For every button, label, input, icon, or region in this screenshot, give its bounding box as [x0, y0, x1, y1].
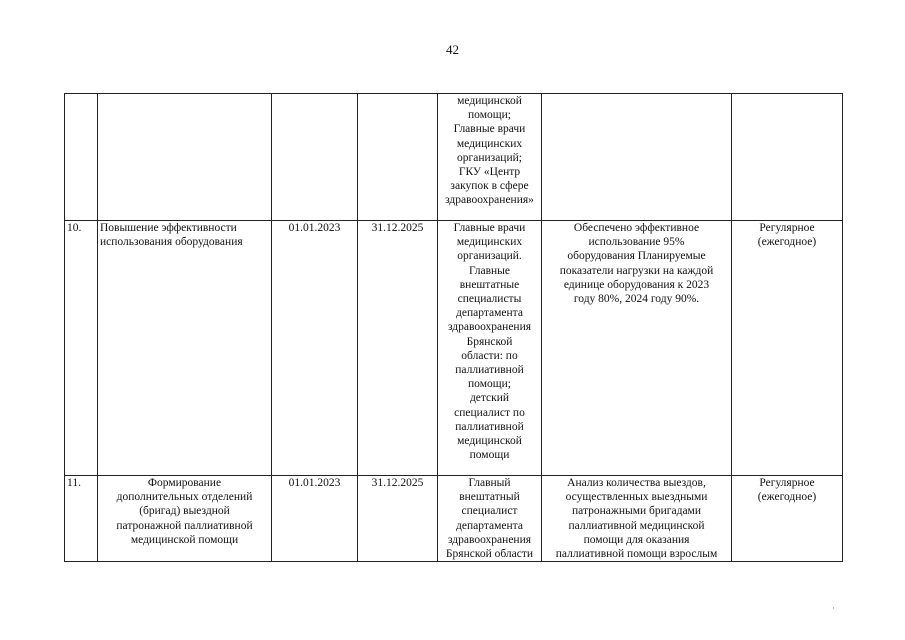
row-number-cell	[65, 94, 98, 221]
periodicity-cell	[732, 221, 843, 476]
result-line: Обеспечено эффективное	[573, 222, 700, 234]
scan-speck: ·	[832, 603, 835, 613]
responsible-line: здравоохранения	[447, 321, 532, 334]
responsible-line: детский	[469, 392, 510, 405]
measure-name-cell	[98, 476, 272, 562]
periodicity-cell	[732, 476, 843, 562]
responsible-line: Брянской	[466, 335, 513, 348]
start-date-cell	[272, 94, 358, 221]
measure-name-line: дополнительных отделений	[116, 491, 253, 504]
responsible-line: департамента	[456, 519, 523, 532]
responsible-line: медицинской	[457, 95, 522, 107]
page-number: 42	[446, 42, 459, 57]
periodicity-cell	[732, 94, 843, 221]
responsible-line: медицинских	[456, 236, 523, 249]
table-row	[65, 476, 843, 562]
measure-name-line: патронажной паллиативной	[116, 519, 253, 532]
measure-name-line: (бригад) выездной	[139, 505, 230, 518]
end-date-cell: 31.12.2025	[358, 221, 438, 476]
responsible-line: Главные врачи	[453, 123, 526, 136]
result-line: единице оборудования к 2023	[563, 278, 710, 291]
responsible-cell	[438, 476, 542, 562]
responsible-line: медицинских	[456, 137, 523, 150]
table-row	[65, 221, 843, 476]
result-line: осуществленных выездными	[565, 491, 708, 504]
result-cell	[542, 94, 732, 221]
measure-name-line: медицинской помощи	[130, 533, 239, 546]
responsible-line: организаций.	[457, 250, 522, 263]
responsible-line: помощи;	[468, 109, 511, 122]
measure-name-line: использования оборудования	[100, 236, 243, 249]
responsible-line: Главные	[468, 264, 511, 277]
responsible-line: специалист	[461, 505, 518, 518]
responsible-cell	[438, 221, 542, 476]
responsible-line: Главные врачи	[453, 222, 526, 234]
measure-name-line: Формирование	[147, 477, 222, 489]
periodicity-line: (ежегодное)	[757, 491, 817, 504]
measure-name-line: Повышение эффективности	[100, 222, 237, 234]
result-cell	[542, 476, 732, 562]
row-number-cell: 10.	[65, 221, 98, 476]
responsible-line: департамента	[456, 307, 523, 320]
responsible-line: ГКУ «Центр	[458, 166, 521, 179]
result-line: патронажными бригадами	[572, 505, 701, 518]
result-line: показатели нагрузки на каждой	[559, 264, 714, 277]
responsible-cell	[438, 94, 542, 221]
responsible-line: паллиативной	[455, 364, 524, 377]
end-date-cell	[358, 94, 438, 221]
responsible-line: закупок в сфере	[450, 180, 529, 193]
responsible-line: помощи;	[468, 378, 511, 391]
responsible-line: внештатные	[459, 278, 520, 291]
responsible-line: здравоохранения»	[445, 194, 534, 207]
responsible-line: организаций;	[457, 151, 522, 164]
responsible-line: специалист по	[454, 406, 525, 419]
responsible-line: области: по	[461, 349, 518, 362]
table-row	[65, 94, 843, 221]
responsible-line: Брянской области	[445, 548, 534, 561]
result-line: использование 95%	[588, 236, 685, 249]
result-line: паллиативной помощи взрослым	[555, 548, 718, 561]
measure-name-cell	[98, 94, 272, 221]
responsible-line: паллиативной	[455, 420, 524, 433]
result-line: оборудования Планируемые	[567, 250, 706, 263]
end-date-cell: 31.12.2025	[358, 476, 438, 562]
measure-name-cell	[98, 221, 272, 476]
periodicity-line: Регулярное	[759, 477, 815, 489]
responsible-line: Главный	[468, 477, 511, 489]
row-number-cell: 11.	[65, 476, 98, 562]
result-line: Анализ количества выездов,	[567, 477, 706, 489]
start-date-cell: 01.01.2023	[272, 221, 358, 476]
result-line: помощи для оказания	[583, 533, 690, 546]
result-line: году 80%, 2024 году 90%.	[573, 293, 700, 306]
periodicity-line: Регулярное	[759, 222, 815, 234]
result-line: паллиативной медицинской	[568, 519, 705, 532]
result-cell	[542, 221, 732, 476]
start-date-cell: 01.01.2023	[272, 476, 358, 562]
responsible-line: медицинской	[457, 435, 522, 448]
responsible-line: внештатный	[459, 491, 520, 504]
plan-table	[64, 93, 843, 562]
responsible-line: помощи	[469, 449, 510, 462]
periodicity-line: (ежегодное)	[757, 236, 817, 249]
responsible-line: здравоохранения	[447, 533, 532, 546]
responsible-line: специалисты	[457, 293, 522, 306]
